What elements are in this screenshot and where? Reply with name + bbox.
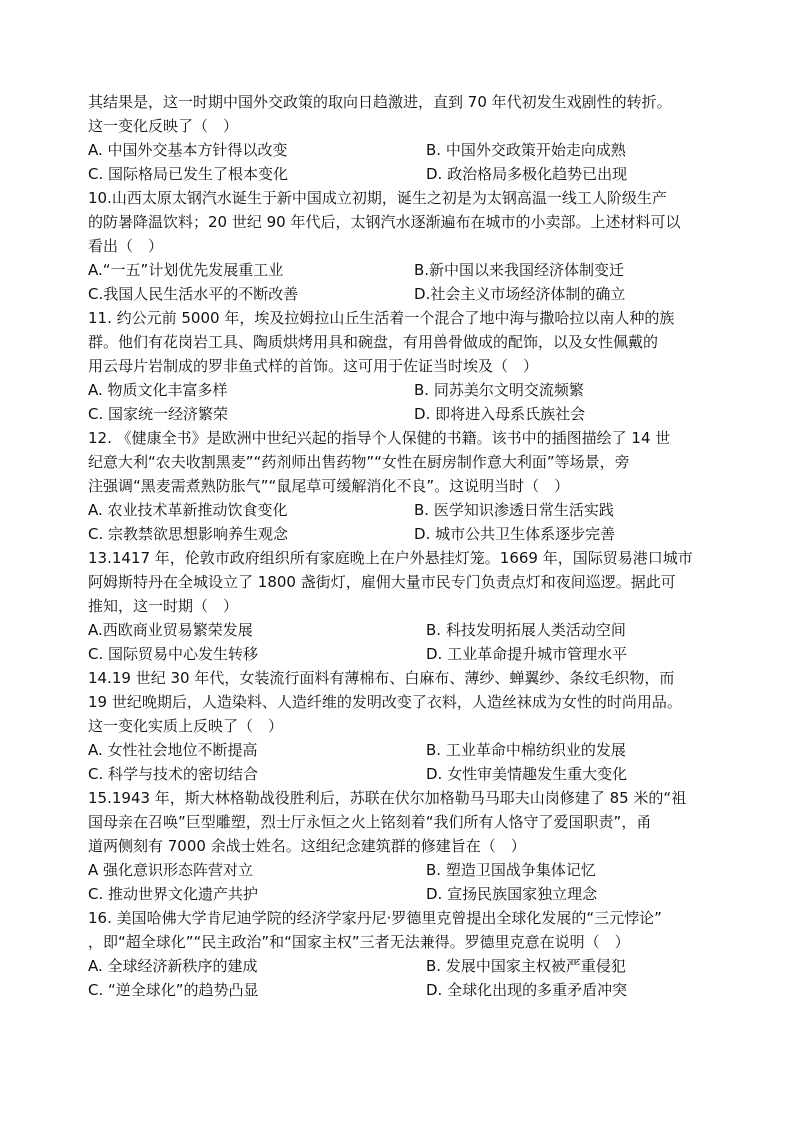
q13-stem-line-1: 13.1417 年，伦敦市政府组织所有家庭晚上在户外悬挂灯笼。1669 年，国际贸易港口城市 [88, 549, 693, 567]
q10-option-a[interactable]: A.“一五”计划优先发展重工业 [88, 261, 284, 279]
q11-option-c[interactable]: C. 国家统一经济繁荣 [88, 405, 229, 423]
q15-option-d[interactable]: D. 宣扬民族国家独立理念 [426, 885, 598, 903]
q12-stem-line-3: 注强调“黑麦需煮熟防胀气”“鼠尾草可缓解消化不良”。这说明当时（ ） [88, 477, 570, 495]
q11-option-d[interactable]: D. 即将进入母系氏族社会 [414, 405, 586, 423]
q15-stem-line-1: 15.1943 年，斯大林格勒战役胜利后，苏联在伏尔加格勒马马耶夫山岗修建了 85 米的“祖 [88, 789, 687, 807]
q16-stem-line-2: ，即“超全球化”“民主政治”和“国家主权”三者无法兼得。罗德里克意在说明（ ） [88, 933, 630, 951]
q13-stem-line-2: 阿姆斯特丹在全城设立了 1800 盏街灯，雇佣大量市民专门负责点灯和夜间巡逻。据此可 [88, 573, 676, 591]
q12-option-c[interactable]: C. 宗教禁欲思想影响养生观念 [88, 525, 289, 543]
q13-option-d[interactable]: D. 工业革命提升城市管理水平 [426, 645, 628, 663]
q13-option-c[interactable]: C. 国际贸易中心发生转移 [88, 645, 259, 663]
q14-option-d[interactable]: D. 女性审美情趣发生重大变化 [426, 765, 628, 783]
q9-stem-line-2: 这一变化反映了（ ） [88, 117, 239, 135]
q10-option-d[interactable]: D.社会主义市场经济体制的确立 [414, 285, 626, 303]
q13-option-a[interactable]: A.西欧商业贸易繁荣发展 [88, 621, 253, 639]
q12-option-d[interactable]: D. 城市公共卫生体系逐步完善 [414, 525, 616, 543]
q14-option-c[interactable]: C. 科学与技术的密切结合 [88, 765, 259, 783]
q14-stem-line-3: 这一变化实质上反映了（ ） [88, 717, 284, 735]
q13-option-b[interactable]: B. 科技发明拓展人类活动空间 [426, 621, 626, 639]
q16-option-c[interactable]: C. “逆全球化”的趋势凸显 [88, 981, 259, 999]
q9-option-d[interactable]: D. 政治格局多极化趋势已出现 [426, 165, 628, 183]
q12-stem-line-1: 12. 《健康全书》是欧洲中世纪兴起的指导个人保健的书籍。该书中的插图描绘了 14 世 [88, 429, 671, 447]
q14-option-b[interactable]: B. 工业革命中棉纺织业的发展 [426, 741, 626, 759]
q15-option-b[interactable]: B. 塑造卫国战争集体记忆 [426, 861, 596, 879]
q11-stem-line-2: 群。他们有花岗岩工具、陶质烘烤用具和碗盘，有用兽骨做成的配饰，以及女性佩戴的 [88, 333, 659, 351]
q16-option-b[interactable]: B. 发展中国家主权被严重侵犯 [426, 957, 626, 975]
q9-option-c[interactable]: C. 国际格局已发生了根本变化 [88, 165, 289, 183]
q10-stem-line-2: 的防暑降温饮料；20 世纪 90 年代后，太钢汽水逐渐遍布在城市的小卖部。上述材料可以 [88, 213, 681, 231]
q9-stem-line-1: 其结果是，这一时期中国外交政策的取向日趋激进，直到 70 年代初发生戏剧性的转折。 [88, 93, 672, 111]
q13-stem-line-3: 推知，这一时期（ ） [88, 597, 239, 615]
q15-stem-line-2: 国母亲在召唤”巨型雕塑，烈士厅永恒之火上铭刻着“我们所有人恪守了爱国职责”，甬 [88, 813, 652, 831]
q10-option-c[interactable]: C.我国人民生活水平的不断改善 [88, 285, 299, 303]
q9-option-b[interactable]: B. 中国外交政策开始走向成熟 [426, 141, 626, 159]
q11-stem-line-3: 用云母片岩制成的罗非鱼式样的首饰。这可用于佐证当时埃及（ ） [88, 357, 539, 375]
q9-option-a[interactable]: A. 中国外交基本方针得以改变 [88, 141, 288, 159]
q12-stem-line-2: 纪意大利“农夫收割黑麦”“药剂师出售药物”“女性在厨房制作意大利面”等场景，旁 [88, 453, 630, 471]
q14-stem-line-2: 19 世纪晚期后，人造染料、人造纤维的发明改变了衣料，人造丝袜成为女性的时尚用品。 [88, 693, 682, 711]
q16-stem-line-1: 16. 美国哈佛大学肯尼迪学院的经济学家丹尼·罗德里克曾提出全球化发展的“三元悖论” [88, 909, 662, 927]
q12-option-b[interactable]: B. 医学知识渗透日常生活实践 [414, 501, 614, 519]
q12-option-a[interactable]: A. 农业技术革新推动饮食变化 [88, 501, 288, 519]
q15-option-c[interactable]: C. 推动世界文化遗产共护 [88, 885, 259, 903]
q10-option-b[interactable]: B.新中国以来我国经济体制变迁 [414, 261, 625, 279]
q11-option-b[interactable]: B. 同苏美尔文明交流频繁 [414, 381, 584, 399]
q11-option-a[interactable]: A. 物质文化丰富多样 [88, 381, 228, 399]
q16-option-d[interactable]: D. 全球化出现的多重矛盾冲突 [426, 981, 628, 999]
q14-stem-line-1: 14.19 世纪 30 年代，女装流行面料有薄棉布、白麻布、薄纱、蝉翼纱、条纹毛织物，而 [88, 669, 675, 687]
q15-option-a[interactable]: A 强化意识形态阵营对立 [88, 861, 254, 879]
q16-option-a[interactable]: A. 全球经济新秩序的建成 [88, 957, 258, 975]
q10-stem-line-1: 10.山西太原太钢汽水诞生于新中国成立初期，诞生之初是为太钢高温一线工人阶级生产 [88, 189, 667, 207]
q10-stem-line-3: 看出（ ） [88, 237, 164, 255]
q14-option-a[interactable]: A. 女性社会地位不断提高 [88, 741, 258, 759]
q15-stem-line-3: 道两侧刻有 7000 余战士姓名。这组纪念建筑群的修建旨在（ ） [88, 837, 526, 855]
q11-stem-line-1: 11. 约公元前 5000 年，埃及拉姆拉山丘生活着一个混合了地中海与撒哈拉以南人种的族 [88, 309, 675, 327]
